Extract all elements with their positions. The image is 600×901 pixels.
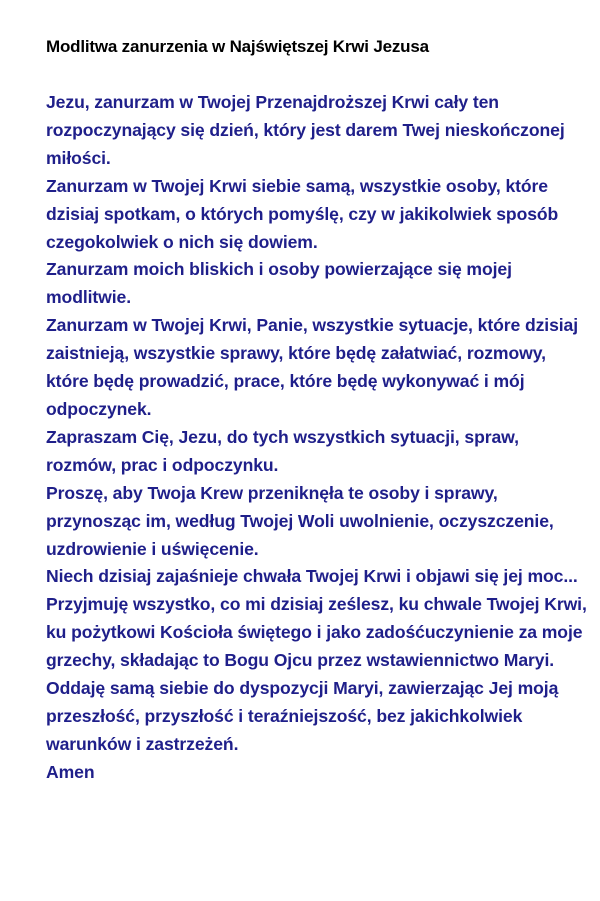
prayer-paragraph: Zapraszam Cię, Jezu, do tych wszystkich sytuacji, spraw, rozmów, prac i odpoczynku. [46,426,519,475]
document-page [46,33,591,787]
prayer-paragraph: Oddaję samą siebie do dyspozycji Maryi, zawierzając Jej moją przeszłość, przyszłość i teraźniejszość, bez jakichkolwiek warunków i zastrzeżeń. [46,678,559,754]
prayer-paragraph: Proszę, aby Twoja Krew przeniknęła te osoby i sprawy, przynosząc im, według Twojej Woli uwolnienie, oczyszczenie, uzdrowienie i uświęcenie. [46,482,554,559]
prayer-paragraph: Zanurzam moich bliskich i osoby powierzające się mojej modlitwie. [46,259,512,308]
prayer-paragraph: Jezu, zanurzam w Twojej Przenajdroższej Krwi cały ten rozpoczynający się dzień, który jest darem Twej nieskończonej miłości. [46,92,565,168]
prayer-closing: Amen [46,761,95,782]
prayer-paragraph: Niech dzisiaj zajaśnieje chwała Twojej Krwi i objawi się jej moc... [46,566,578,587]
prayer-paragraph: Zanurzam w Twojej Krwi siebie samą, wszystkie osoby, które dzisiaj spotkam, o których pomyślę, czy w jakikolwiek sposób czegokolwiek o nich się dowiem. [46,175,559,252]
prayer-body [46,89,591,787]
prayer-paragraph: Zanurzam w Twojej Krwi, Panie, wszystkie sytuacje, które dzisiaj zaistnieją, wszystkie sprawy, które będę załatwiać, rozmowy, które będę prowadzić, prace, które będę wykonywać i mój odpoczynek. [46,315,579,419]
document-title: Modlitwa zanurzenia w Najświętszej Krwi Jezusa [46,37,429,56]
prayer-paragraph: Przyjmuję wszystko, co mi dzisiaj ześlesz, ku chwale Twojej Krwi, ku pożytkowi Kościoła świętego i jako zadośćuczynienie za moje grzechy, składając to Bogu Ojcu przez wstawiennictwo Maryi. [46,594,587,671]
